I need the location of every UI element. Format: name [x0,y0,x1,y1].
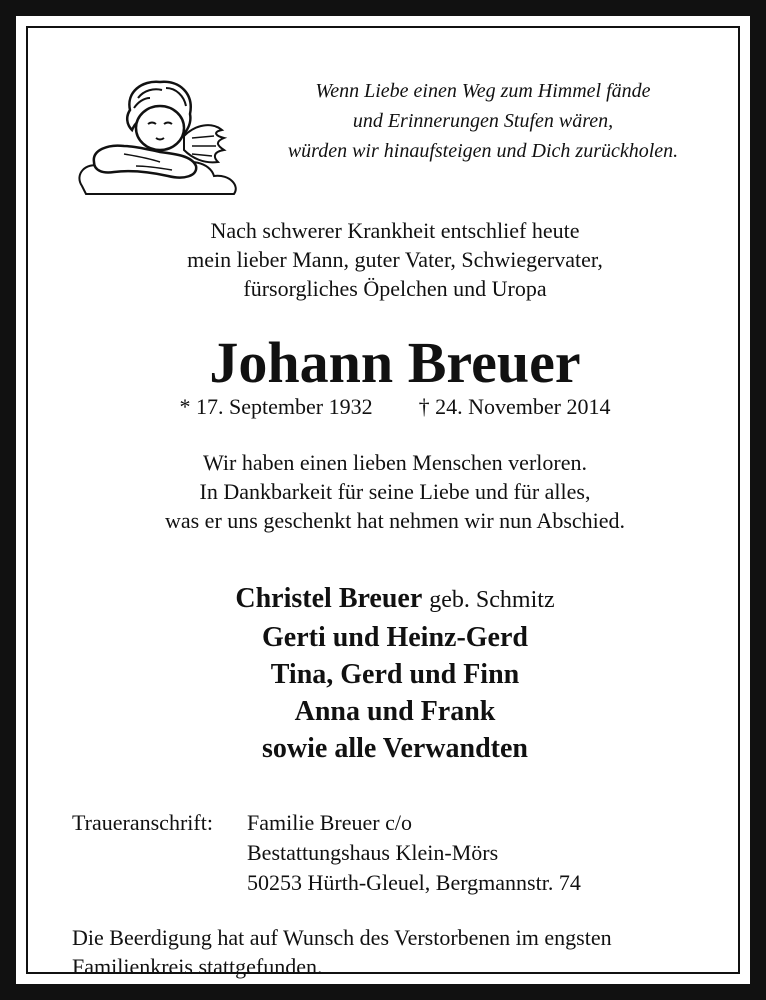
mourner-primary-suffix: geb. Schmitz [429,587,555,613]
deceased-name: Johann Breuer [209,330,581,395]
mourner-line: Tina, Gerd und Finn [270,659,520,690]
cherub-angel-icon [64,58,244,198]
intro-line: mein lieber Mann, guter Vater, Schwiegervater, [187,247,603,272]
intro-line: Nach schwerer Krankheit entschlief heute [210,218,580,243]
mourners-list [28,580,762,767]
motto-line: und Erinnerungen Stufen wären, [352,110,614,132]
address-row [72,868,732,898]
funeral-line: Die Beerdigung hat auf Wunsch des Verstorbenen im engsten [72,925,612,950]
message-line: In Dankbarkeit für seine Liebe und für alles, [199,479,591,504]
funeral-line: Familienkreis stattgefunden. [72,954,323,979]
mourner-line: Gerti und Heinz-Gerd [262,622,528,653]
farewell-message [28,448,762,535]
address-line: Bestattungshaus Klein-Mörs [247,840,499,865]
life-dates [28,392,762,422]
mourner-line: Anna und Frank [294,696,496,727]
mourner-primary-name: Christel Breuer [235,583,423,614]
intro-text [28,216,762,303]
inner-border [26,26,740,979]
mourner-primary [28,580,762,619]
death-date: † 24. November 2014 [418,394,611,419]
mourner-line: sowie alle Verwandten [262,733,528,764]
address-row [72,838,732,868]
message-line: was er uns geschenkt hat nehmen wir nun Abschied. [164,508,626,533]
address-line: Familie Breuer c/o [247,810,412,835]
mourning-address [72,808,732,898]
address-label: Traueranschrift: [72,810,213,835]
birth-date: * 17. September 1932 [179,394,373,419]
message-line: Wir haben einen lieben Menschen verloren. [203,450,587,475]
intro-line: fürsorgliches Öpelchen und Uropa [243,276,547,301]
motto-verse [218,76,748,166]
motto-line: würden wir hinaufsteigen und Dich zurückholen. [287,140,679,162]
funeral-note [72,923,742,981]
motto-line: Wenn Liebe einen Weg zum Himmel fände [315,80,651,102]
address-row [72,808,732,838]
address-line: 50253 Hürth-Gleuel, Bergmannstr. 74 [247,870,581,895]
